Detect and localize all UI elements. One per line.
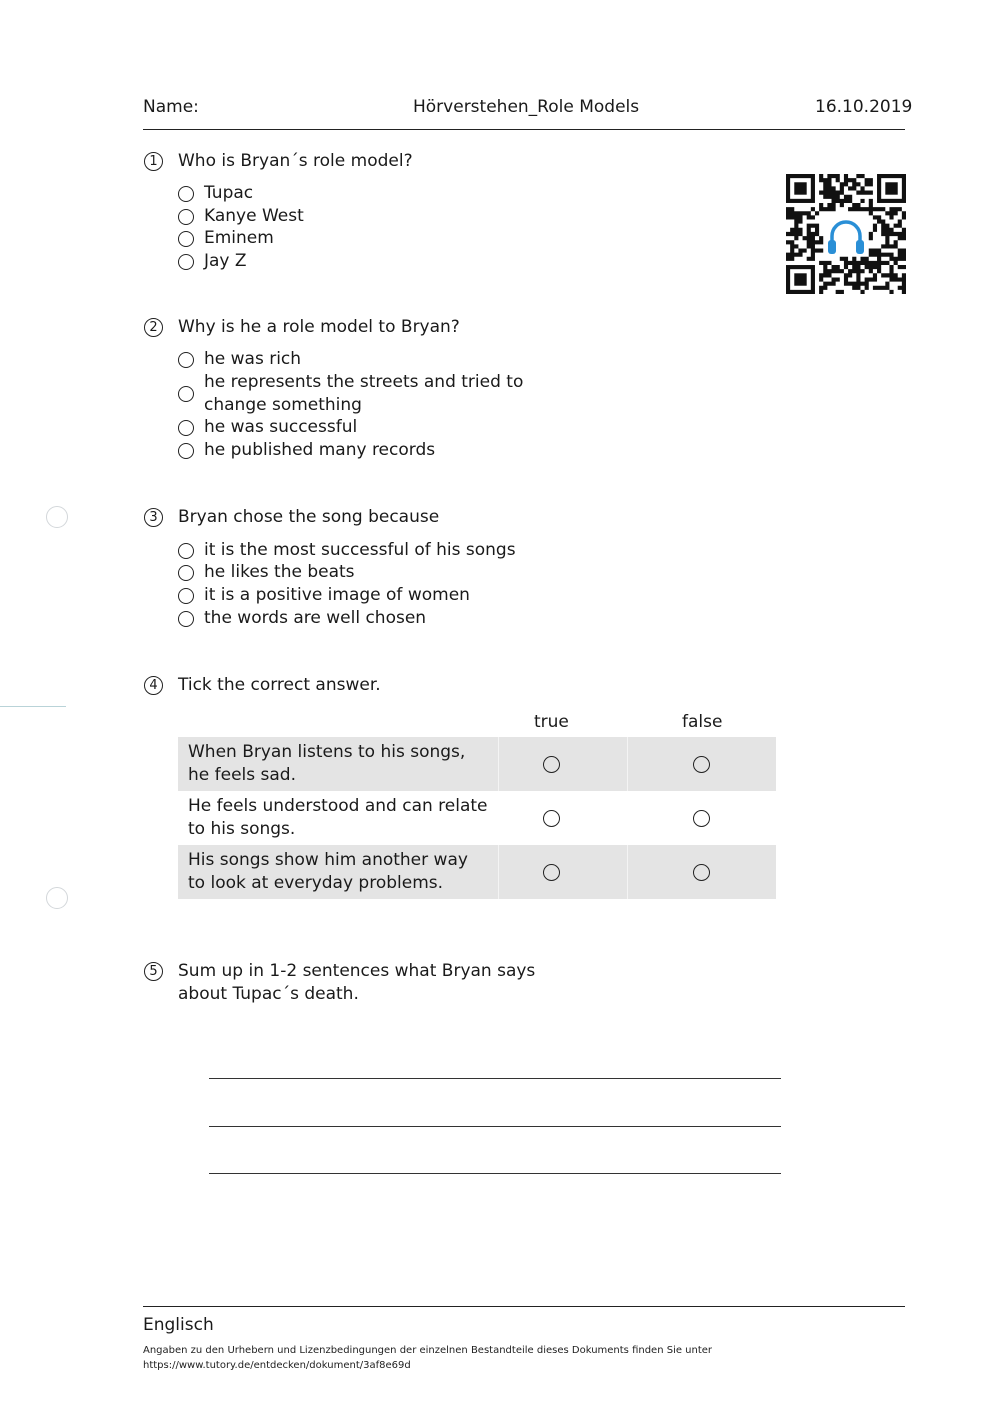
statement-line: His songs show him another way [188,850,468,870]
option-radio[interactable] [178,543,194,559]
answer-line[interactable] [209,1078,781,1079]
statement-line: to his songs. [188,819,296,839]
question-text-4: Tick the correct answer. [178,675,381,695]
false-radio[interactable] [693,864,710,881]
false-radio[interactable] [693,810,710,827]
option-radio[interactable] [178,443,194,459]
column-header-false: false [682,712,723,732]
statement-line: he feels sad. [188,765,296,785]
table-row [178,737,776,791]
false-radio[interactable] [693,756,710,773]
table-row [178,845,776,899]
license-link[interactable]: https://www.tutory.de/entdecken/dokument/3af8e69d [143,1360,411,1371]
option-label: Jay Z [204,251,247,271]
option-radio[interactable] [178,231,194,247]
statement-line: When Bryan listens to his songs, [188,742,466,762]
question-number-3: 3 [144,508,163,527]
question-text-3: Bryan chose the song because [178,507,440,527]
punch-hole-top [46,506,68,528]
header-rule [143,129,905,130]
qr-code [786,174,906,294]
question-number-1: 1 [144,152,163,171]
footer-rule [143,1306,905,1307]
question-text-2: Why is he a role model to Bryan? [178,317,460,337]
option-label: he was rich [204,349,302,369]
qr-finder-pattern [788,176,813,201]
option-label: change something [204,395,362,415]
headphones-icon [828,222,864,254]
punch-hole-bottom [46,887,68,909]
option-radio[interactable] [178,588,194,604]
option-radio[interactable] [178,254,194,270]
qr-finder-pattern [788,267,813,292]
option-radio[interactable] [178,386,194,402]
true-radio[interactable] [543,864,560,881]
option-label: he likes the beats [204,562,355,582]
option-label: Tupac [204,183,254,203]
question-text-5: Sum up in 1-2 sentences what Bryan says about Tupac´s death. [178,961,536,1004]
option-label: he published many records [204,440,436,460]
option-radio[interactable] [178,565,194,581]
worksheet-date: 16.10.2019 [815,97,913,117]
statement-line: to look at everyday problems. [188,873,444,893]
name-label: Name: [143,97,199,117]
qr-finder-pattern [879,176,904,201]
option-label: he was successful [204,417,358,437]
footer-subject: Englisch [143,1315,214,1335]
question-number-4: 4 [144,676,163,695]
option-radio[interactable] [178,420,194,436]
license-text: Angaben zu den Urhebern und Lizenzbedingungen der einzelnen Bestandteile dieses Dokuments finden Sie unter [143,1345,713,1356]
question-number-2: 2 [144,318,163,337]
option-label: it is the most successful of his songs [204,540,516,560]
answer-line[interactable] [209,1126,781,1127]
option-label: he represents the streets and tried to [204,372,524,392]
table-row [178,791,776,845]
option-label: Eminem [204,228,274,248]
option-label: Kanye West [204,206,304,226]
option-label: the words are well chosen [204,608,427,628]
worksheet-title: Hörverstehen_Role Models [413,97,640,117]
question-text-1: Who is Bryan´s role model? [178,151,413,171]
option-radio[interactable] [178,611,194,627]
option-radio[interactable] [178,352,194,368]
true-radio[interactable] [543,756,560,773]
option-radio[interactable] [178,209,194,225]
fold-mark [0,706,66,707]
true-radio[interactable] [543,810,560,827]
answer-line[interactable] [209,1173,781,1174]
statement-line: He feels understood and can relate [188,796,488,816]
question-number-5: 5 [144,962,163,981]
option-label: it is a positive image of women [204,585,470,605]
column-header-true: true [534,712,569,732]
option-radio[interactable] [178,186,194,202]
